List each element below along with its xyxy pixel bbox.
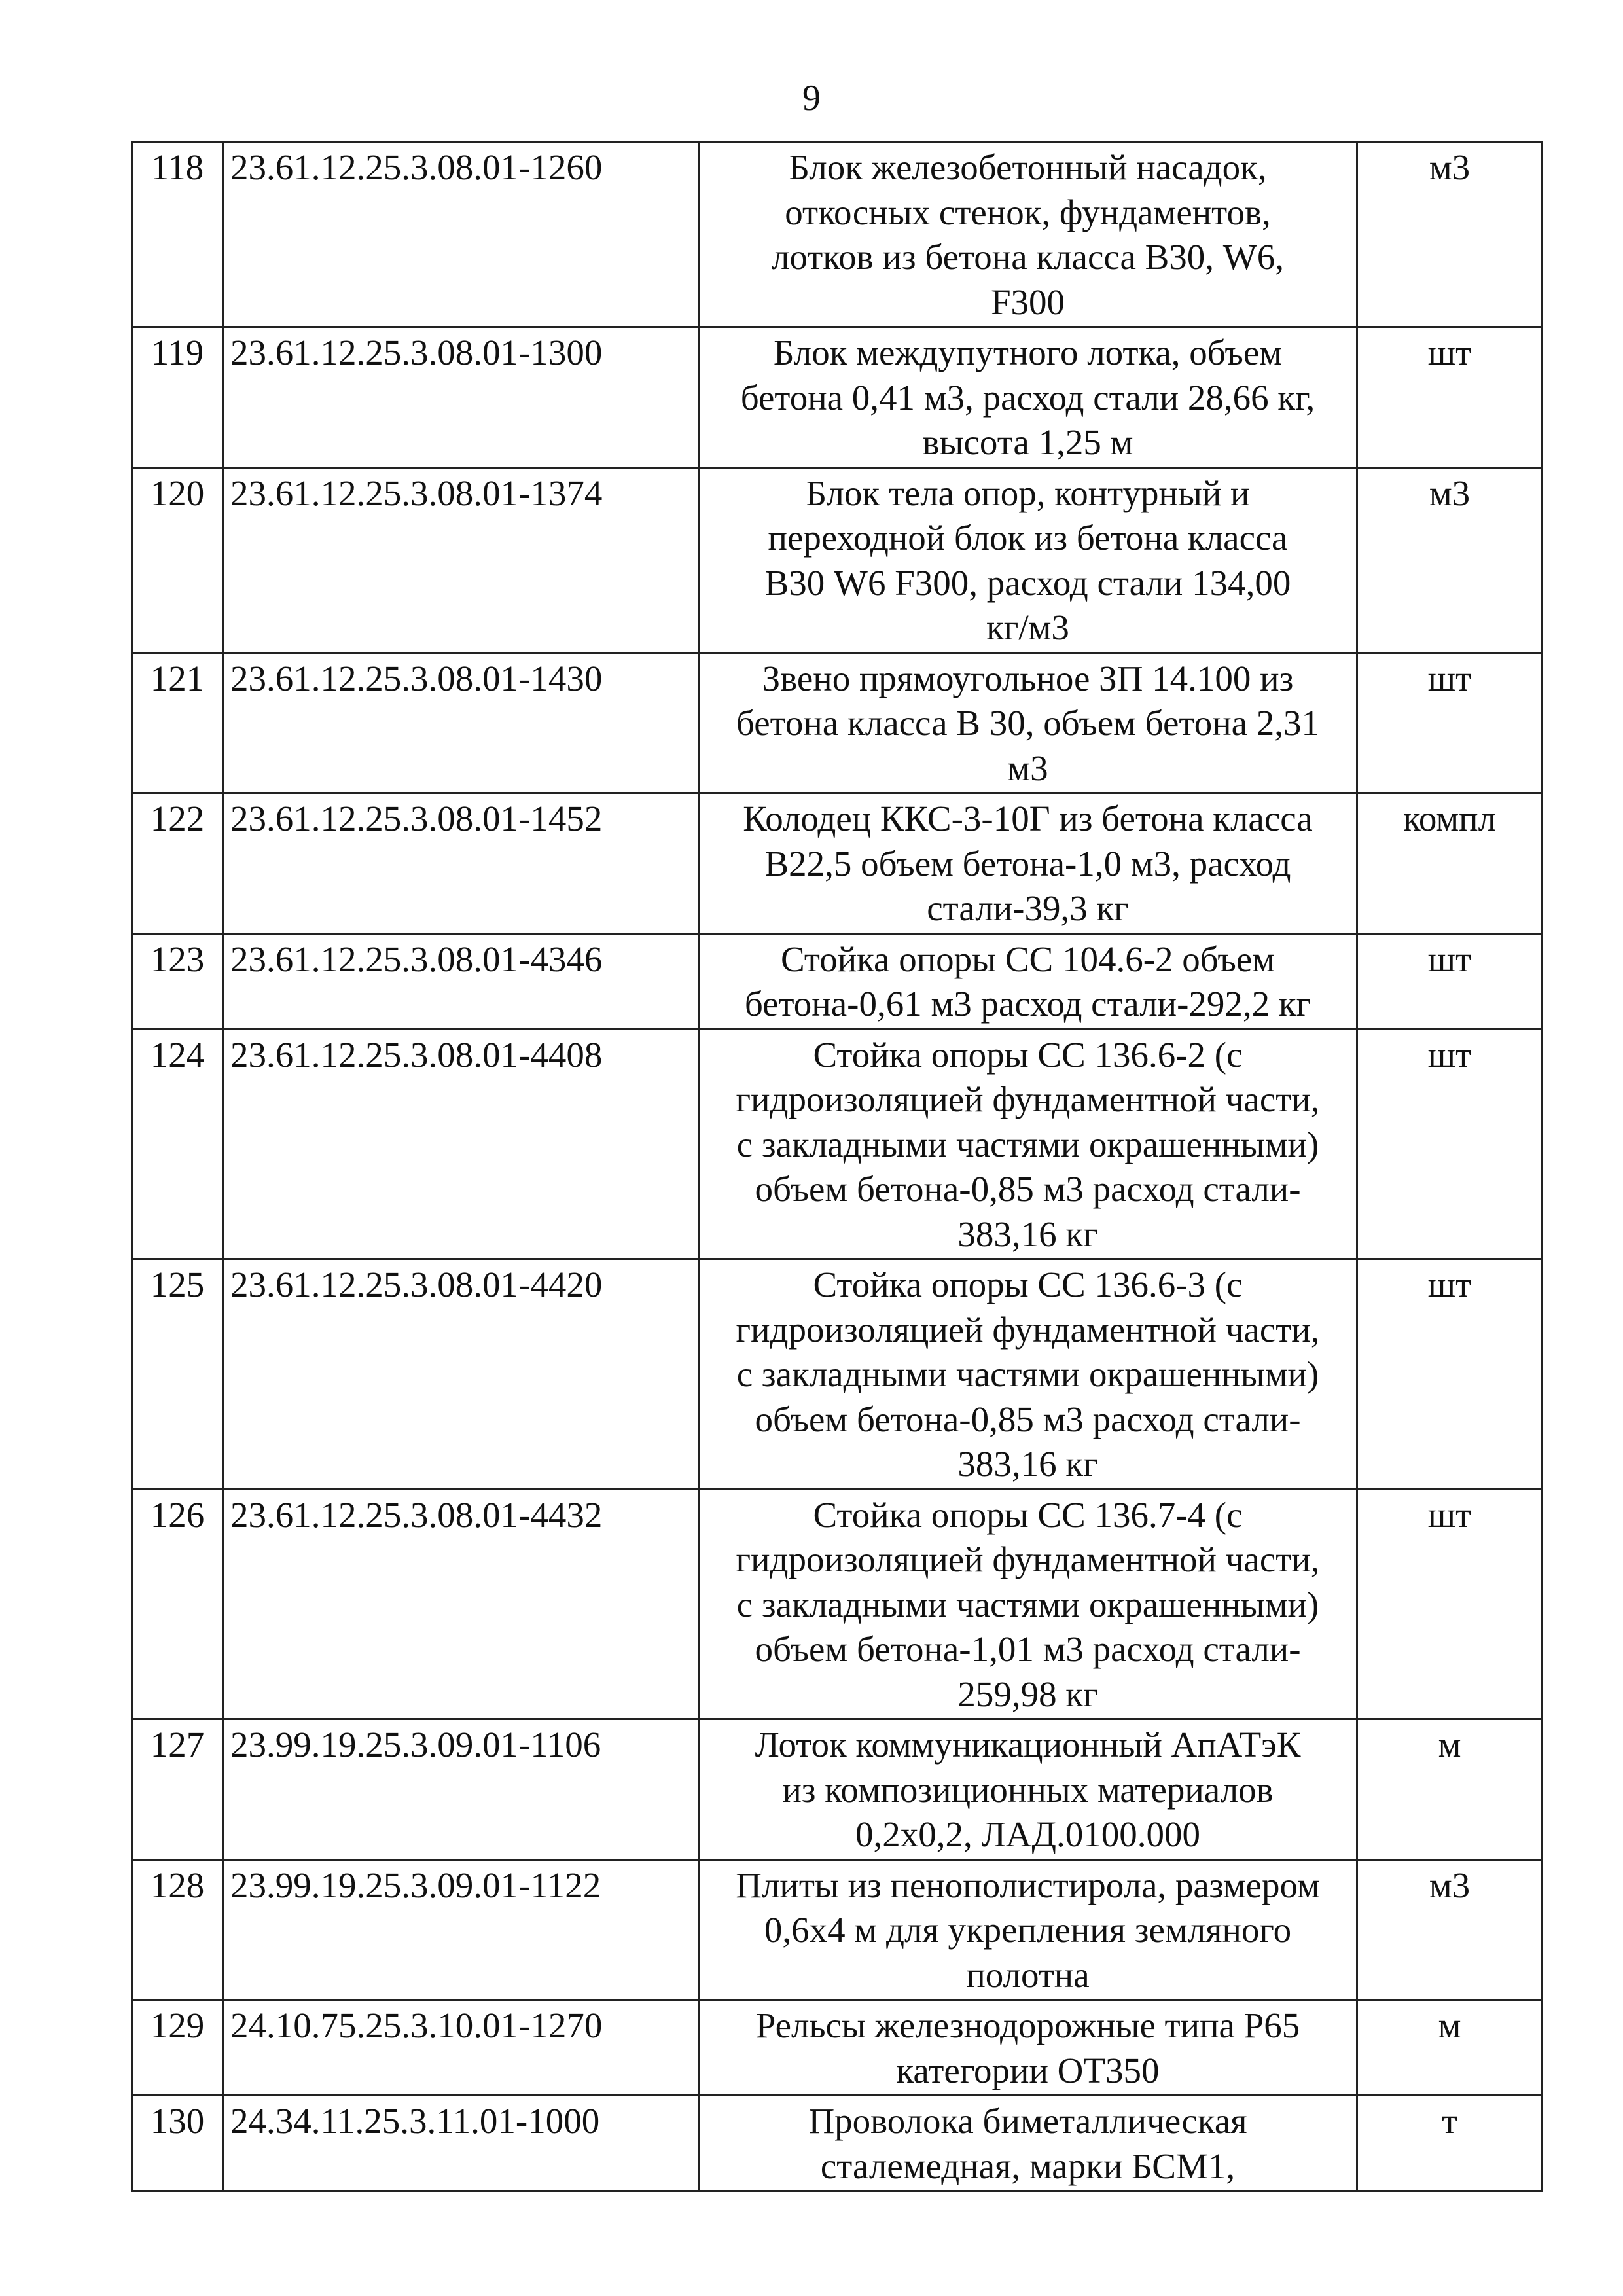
description-line: 259,98 кг [957, 1674, 1098, 1714]
description-line: Блок железобетонный насадок, [789, 147, 1267, 187]
table-row [132, 2000, 1543, 2096]
unit-of-measure: шт [1357, 933, 1543, 1029]
unit-of-measure: м [1357, 1719, 1543, 1860]
description-line: переходной блок из бетона класса [768, 518, 1288, 558]
description-line: из композиционных материалов [782, 1769, 1274, 1810]
resource-description [699, 1489, 1357, 1719]
page-number: 9 [802, 78, 821, 118]
resource-code: 23.61.12.25.3.08.01-1300 [223, 327, 699, 468]
resource-description [699, 142, 1357, 327]
resource-description [699, 653, 1357, 793]
resource-description [699, 1029, 1357, 1259]
table-row [132, 142, 1543, 327]
description-line: 0,2х0,2, ЛАД.0100.000 [855, 1814, 1201, 1854]
description-line: кг/м3 [986, 607, 1069, 647]
description-line: Колодец ККС-3-10Г из бетона класса [743, 798, 1313, 838]
table-row [132, 653, 1543, 793]
row-number: 121 [132, 653, 223, 793]
description-line: Плиты из пенополистирола, размером [736, 1865, 1320, 1905]
resource-description [699, 1859, 1357, 2000]
description-line: Стойка опоры СС 136.6-3 (с [813, 1265, 1243, 1304]
description-line: Стойка опоры СС 136.7-4 (с [813, 1494, 1243, 1535]
description-line: Блок междупутного лотка, объем [773, 332, 1283, 372]
description-line: с закладными частями окрашенными) [736, 1124, 1319, 1164]
unit-of-measure: м3 [1357, 142, 1543, 327]
description-line: бетона 0,41 м3, расход стали 28,66 кг, [740, 377, 1315, 418]
table-row [132, 1859, 1543, 2000]
resource-description [699, 467, 1357, 653]
description-line: лотков из бетона класса В30, W6, [772, 237, 1284, 277]
resource-code: 23.61.12.25.3.08.01-1260 [223, 142, 699, 327]
description-line: гидроизоляцией фундаментной части, [736, 1079, 1320, 1119]
table-row [132, 1259, 1543, 1490]
row-number: 122 [132, 793, 223, 934]
description-line: сталемедная, марки БСМ1, [820, 2145, 1236, 2186]
resource-description [699, 2000, 1357, 2096]
table-row [132, 933, 1543, 1029]
unit-of-measure: м3 [1357, 467, 1543, 653]
unit-of-measure: шт [1357, 653, 1543, 793]
unit-of-measure: шт [1357, 1029, 1543, 1259]
table-row [132, 467, 1543, 653]
resource-code: 23.61.12.25.3.08.01-1374 [223, 467, 699, 653]
description-line: с закладными частями окрашенными) [736, 1354, 1319, 1394]
row-number: 127 [132, 1719, 223, 1860]
resource-description [699, 1259, 1357, 1490]
description-line: откосных стенок, фундаментов, [785, 192, 1271, 232]
row-number: 128 [132, 1859, 223, 2000]
row-number: 125 [132, 1259, 223, 1490]
resource-code: 23.61.12.25.3.08.01-4432 [223, 1489, 699, 1719]
row-number: 129 [132, 2000, 223, 2096]
table-row [132, 1719, 1543, 1860]
description-line: Стойка опоры СС 104.6-2 объем [780, 939, 1275, 979]
resource-code: 24.10.75.25.3.10.01-1270 [223, 2000, 699, 2096]
description-line: с закладными частями окрашенными) [736, 1584, 1319, 1624]
row-number: 119 [132, 327, 223, 468]
row-number: 124 [132, 1029, 223, 1259]
resource-description [699, 933, 1357, 1029]
materials-table [131, 141, 1543, 2192]
unit-of-measure: шт [1357, 1489, 1543, 1719]
unit-of-measure: компл [1357, 793, 1543, 934]
table-row [132, 2096, 1543, 2191]
description-line: бетона класса В 30, объем бетона 2,31 [736, 703, 1320, 743]
description-line: Звено прямоугольное ЗП 14.100 из [762, 658, 1294, 698]
resource-description [699, 1719, 1357, 1860]
description-line: F300 [990, 281, 1065, 322]
resource-description [699, 327, 1357, 468]
description-line: Проволока биметаллическая [808, 2101, 1247, 2141]
resource-code: 24.34.11.25.3.11.01-1000 [223, 2096, 699, 2191]
description-line: объем бетона-1,01 м3 расход стали- [755, 1629, 1301, 1669]
description-line: Лоток коммуникационный АпАТэК [755, 1725, 1301, 1765]
table-body [132, 142, 1543, 2191]
table-row [132, 793, 1543, 934]
description-line: категории ОТ350 [896, 2050, 1160, 2090]
description-line: объем бетона-0,85 м3 расход стали- [755, 1169, 1301, 1209]
resource-code: 23.99.19.25.3.09.01-1106 [223, 1719, 699, 1860]
description-line: стали-39,3 кг [927, 888, 1129, 928]
description-line: Стойка опоры СС 136.6-2 (с [813, 1034, 1243, 1075]
unit-of-measure: т [1357, 2096, 1543, 2191]
row-number: 126 [132, 1489, 223, 1719]
resource-description [699, 2096, 1357, 2191]
description-line: В30 W6 F300, расход стали 134,00 [764, 562, 1291, 603]
resource-code: 23.61.12.25.3.08.01-4420 [223, 1259, 699, 1490]
row-number: 130 [132, 2096, 223, 2191]
description-line: бетона-0,61 м3 расход стали-292,2 кг [744, 984, 1311, 1024]
resource-code: 23.61.12.25.3.08.01-4408 [223, 1029, 699, 1259]
row-number: 118 [132, 142, 223, 327]
description-line: Блок тела опор, контурный и [806, 473, 1250, 513]
description-line: 383,16 кг [957, 1444, 1098, 1484]
description-line: гидроизоляцией фундаментной части, [736, 1539, 1320, 1579]
resource-description [699, 793, 1357, 934]
row-number: 120 [132, 467, 223, 653]
resource-code: 23.61.12.25.3.08.01-1430 [223, 653, 699, 793]
description-line: Рельсы железнодорожные типа Р65 [755, 2005, 1300, 2045]
row-number: 123 [132, 933, 223, 1029]
description-line: высота 1,25 м [922, 422, 1133, 462]
description-line: В22,5 объем бетона-1,0 м3, расход [764, 843, 1291, 884]
resource-code: 23.61.12.25.3.08.01-1452 [223, 793, 699, 934]
description-line: полотна [966, 1954, 1090, 1995]
resource-code: 23.61.12.25.3.08.01-4346 [223, 933, 699, 1029]
unit-of-measure: м [1357, 2000, 1543, 2096]
description-line: объем бетона-0,85 м3 расход стали- [755, 1399, 1301, 1439]
unit-of-measure: м3 [1357, 1859, 1543, 2000]
resource-code: 23.99.19.25.3.09.01-1122 [223, 1859, 699, 2000]
table-row [132, 1029, 1543, 1259]
table-row [132, 327, 1543, 468]
description-line: 0,6х4 м для укрепления земляного [764, 1910, 1292, 1950]
table-row [132, 1489, 1543, 1719]
description-line: 383,16 кг [957, 1213, 1098, 1254]
unit-of-measure: шт [1357, 327, 1543, 468]
unit-of-measure: шт [1357, 1259, 1543, 1490]
description-line: м3 [1007, 747, 1048, 788]
description-line: гидроизоляцией фундаментной части, [736, 1309, 1320, 1350]
